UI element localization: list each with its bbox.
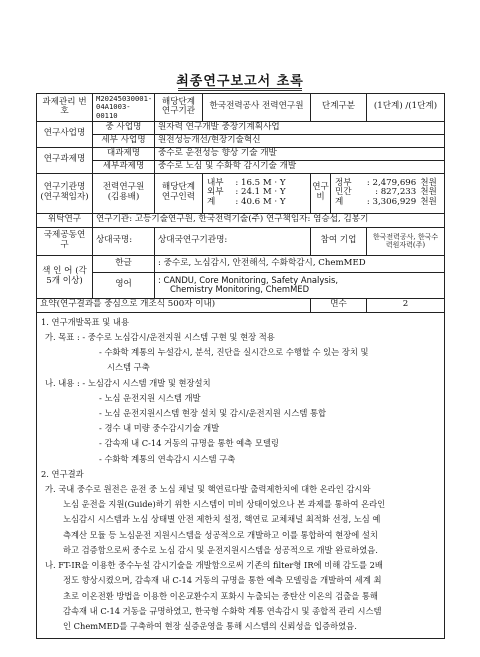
partner-label: 참여 기업 <box>311 227 367 255</box>
institution-value: 한국전력공사 전력연구원 <box>203 94 311 122</box>
document-title: 최종연구보고서 초록 <box>176 74 304 89</box>
budget-unit: 천원 <box>420 187 437 198</box>
dept-label: 해당단계 연구기관 <box>155 94 203 122</box>
summary-body <box>37 312 445 638</box>
result-line: 노심 운전을 지원(Guide)하기 위한 시스템이 미비 상태이었으나 본 과제를 통하여 온라인 <box>63 499 386 510</box>
main-project-value: 원자력 연구개발 중장기계획사업 <box>155 121 445 134</box>
personnel-table <box>205 179 308 209</box>
keywords-en-label: 영어 <box>93 272 155 298</box>
goal-line: 시스템 구축 <box>107 362 150 373</box>
sub-task-value: 중수로 노심 및 수화학 감시기술 개발 <box>155 160 445 173</box>
main-task-value: 중수로 운전성능 향상 기술 개발 <box>155 147 445 160</box>
partner-value: 한국전력공사, 한국수력원자력(주) <box>367 227 445 255</box>
keywords-en-line2: Chemistry Monitoring, ChemMED <box>170 284 310 295</box>
consign-label: 위탁연구 <box>37 213 93 227</box>
budget-key: 민간 <box>335 187 352 198</box>
result-line: 노심감시 시스템과 노심 상태별 안전 제한치 설정, 핵연료 교체채널 최적화 선정, 노심 예 <box>63 514 381 525</box>
result-line: 감속재 내 C-14 거동을 규명하였고, 한국형 수화학 계통 연속감시 및 종합적 관리 시스템 <box>63 605 382 616</box>
content-line: - 수화학 계통의 연속감시 시스템 구축 <box>99 453 236 464</box>
project-name-label: 연구사업명 <box>37 121 93 147</box>
keywords-ko-label: 한글 <box>93 255 155 272</box>
goal-line: 가. 목표 : - 중수로 노심감시/운전지원 시스템 구현 및 현장 적용 <box>45 332 275 343</box>
consign-value: 연구기관: 고등기술연구원, 한국전력기술(주) 연구책임자: 염승섭, 김봉기 <box>93 213 445 227</box>
budget-unit: 천원 <box>420 197 437 208</box>
task-name-label: 연구과제명 <box>37 147 93 173</box>
main-task-label: 대과제명 <box>93 147 155 160</box>
stage-label: 단계구분 <box>311 94 367 122</box>
keywords-en-line1: : CANDU, Core Monitoring, Safety Analysis, <box>158 274 339 285</box>
keywords-label: 색 인 어 (각5개 이상) <box>37 255 93 298</box>
sub-task-label: 세부과제명 <box>93 160 155 173</box>
main-project-label: 중 사업명 <box>93 121 155 134</box>
content-line: - 노심 운전지원시스템 현장 설치 및 감시/운전지원 시스템 통합 <box>99 408 327 419</box>
budget-unit: 천원 <box>420 177 437 188</box>
title-underline <box>178 88 302 91</box>
joint-label: 국제공동연구 <box>37 227 93 255</box>
content-line: 나. 내용 : - 노심감시 시스템 개발 및 현장설치 <box>45 377 211 388</box>
personnel-label: 해당단계 연구인력 <box>155 173 203 213</box>
content-line: - 감속재 내 C-14 거동의 규명을 통한 예측 모델링 <box>99 438 279 449</box>
joint-institution: 상대국연구기관명: <box>155 227 311 255</box>
goal-line: - 수화학 계통의 누설감시, 분석, 진단을 실시간으로 수행할 수 있는 장치 및 <box>99 347 369 358</box>
page-count-label: 면수 <box>311 298 367 312</box>
budget-key: 정부 <box>335 177 352 188</box>
personnel-key: 외부 <box>207 187 224 198</box>
result-line: 인 ChemMED를 구축하여 현장 실증운영을 통해 시스템의 신뢰성을 입증하였음. <box>63 620 357 631</box>
project-no-value: M20245030001-04A1003-00110 <box>93 94 155 122</box>
personnel-key: 내부 <box>207 177 224 188</box>
summary-label: 요약(연구결과를 중심으로 개조식 500자 이내) <box>37 298 311 312</box>
joint-country: 상대국명: <box>93 227 155 255</box>
budget-value: : 2,479,696 <box>366 177 417 188</box>
section-heading: 2. 연구결과 <box>41 468 84 479</box>
budget-value: : 3,306,929 <box>366 197 417 208</box>
result-line: 가. 국내 중수로 원전은 운전 중 노심 채널 및 핵연료다발 출력제한치에 대한 온라인 감시와 <box>45 484 371 495</box>
section-heading: 1. 연구개발목표 및 내용 <box>41 316 129 327</box>
result-line: 초로 이온전환 방법을 이용한 이온교환수지 포화시 누출되는 중탄산 이온의 검출을 통해 <box>63 590 378 601</box>
personnel-value: : 40.6 M · Y <box>235 197 286 208</box>
budget-label: 연구비 <box>311 173 331 213</box>
result-line: 측계산 모듈 등 노심운전 지원시스템을 성공적으로 개발하고 이를 통합하여 현장에 설치 <box>63 529 378 540</box>
result-line: 정도 향상시켰으며, 감속재 내 C-14 거동의 규명을 통한 예측 모델링을 개발하여 세계 최 <box>63 575 382 586</box>
content-line: - 노심 운전지원 시스템 개발 <box>99 392 201 403</box>
result-line: 하고 검증함으로써 중수로 노심 감시 및 운전지원시스템을 성공적으로 개발 완료하였음. <box>63 544 378 555</box>
leader-org: 전력연구원 (김용배) <box>93 173 155 213</box>
personnel-key: 계 <box>207 197 216 208</box>
sub-project-label: 세부 사업명 <box>93 134 155 147</box>
stage-value: (1단계) /(1단계) <box>367 94 445 122</box>
personnel-value: : 16.5 M · Y <box>235 177 286 188</box>
keywords-ko-value: : 중수로, 노심감시, 안전해석, 수화학감시, ChemMED <box>155 255 445 272</box>
budget-table <box>333 179 442 209</box>
project-no-label: 과제관리 번호 <box>37 94 93 122</box>
budget-value: : 827,233 <box>375 187 417 198</box>
personnel-value: : 24.1 M · Y <box>235 187 286 198</box>
sub-project-value: 원전성능개선/현장기술혁신 <box>155 134 445 147</box>
leader-label: 연구기관명 (연구책임자) <box>37 173 93 213</box>
content-line: - 경수 내 미량 중수감시기술 개발 <box>99 423 220 434</box>
summary-table <box>36 93 445 639</box>
result-line: 나. FT-IR을 이용한 중수누설 감시기술을 개발함으로써 기존의 filter형 IR에 비해 감도를 2배 <box>45 560 383 571</box>
page-count-value: 2 <box>367 298 445 312</box>
budget-key: 계 <box>335 197 344 208</box>
